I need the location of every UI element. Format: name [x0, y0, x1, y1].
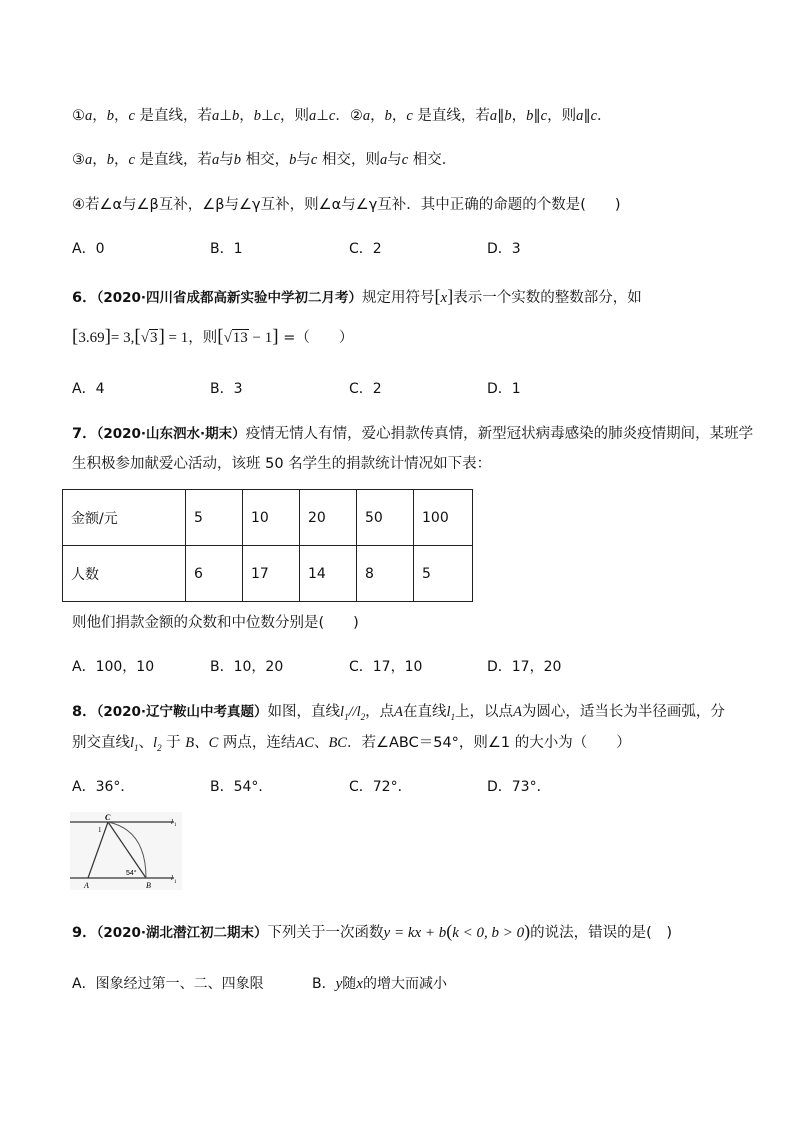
- expr: AC: [295, 735, 314, 751]
- q8-option-d[interactable]: D．73°．: [487, 779, 551, 795]
- function-expression: y = kx + b: [383, 925, 447, 941]
- bracket-x: [x]: [434, 286, 454, 306]
- question-source: （2020·湖北潜江初二期末）: [96, 925, 268, 941]
- circled-number-1: ①: [72, 108, 85, 124]
- var-x: x: [440, 290, 448, 306]
- table-cell: 5: [186, 490, 243, 546]
- question-number: 8．: [72, 704, 97, 720]
- q8-geometry-figure: [70, 812, 182, 890]
- statement-3-line: ③a，b，c 是直线，若a与b 相交，b与c 相交，则a与c 相交．: [72, 152, 457, 168]
- text: 相交，: [245, 152, 290, 168]
- radicand: 13: [232, 330, 248, 346]
- text: ，: [511, 108, 527, 124]
- donation-table: [62, 489, 473, 602]
- expr: $l_1$: [446, 704, 456, 722]
- text: ．若∠ABC＝54°，则∠1 的大小为（ ）: [346, 735, 631, 751]
- text: 疫情无情人有情，爱心捐款传真情，新型冠状病毒感染的肺炎疫情期间，某班学: [245, 426, 754, 442]
- q6-line-2: [72, 326, 353, 348]
- q7-option-d[interactable]: D．17，20: [487, 659, 562, 675]
- expr: b: [253, 108, 261, 124]
- q6-option-d[interactable]: D．1: [487, 381, 521, 397]
- label-l1-top: l: [171, 818, 173, 826]
- var-b: b: [106, 108, 114, 124]
- var-A: A: [513, 704, 522, 720]
- var-y: y: [335, 976, 343, 992]
- label-c: C: [105, 813, 111, 822]
- text: 于: [166, 735, 181, 751]
- q7-after-table: 则他们捐款金额的众数和中位数分别是( ): [72, 615, 359, 631]
- question-source: （2020·山东泗水·期末）: [96, 426, 246, 442]
- text: ，则: [188, 330, 218, 346]
- table-cell: 50: [357, 490, 414, 546]
- text: 如图，直线: [267, 704, 341, 720]
- expr: a: [309, 108, 317, 124]
- radicand: 3: [149, 330, 158, 346]
- q6-option-a[interactable]: A．4: [72, 381, 105, 397]
- text: 与: [387, 152, 402, 168]
- expr: $l_1//l_2$: [340, 704, 366, 722]
- q8-option-b[interactable]: B．54°．: [210, 779, 273, 795]
- value: − 1: [252, 330, 273, 346]
- text: 的增大而减小: [362, 976, 447, 992]
- expr: b: [504, 108, 512, 124]
- text: ，则: [280, 108, 310, 124]
- q7-option-a[interactable]: A．100，10: [72, 659, 155, 675]
- circled-number-2: ②: [349, 108, 363, 124]
- text: 规定用符号: [362, 290, 435, 306]
- text: 的说法，错误的是( ): [530, 925, 672, 941]
- expr: b: [384, 108, 392, 124]
- expr: $l_2$: [153, 735, 162, 753]
- q9-option-b[interactable]: [312, 973, 447, 993]
- text: 相交．: [412, 152, 457, 168]
- q5-option-a[interactable]: A．0: [72, 241, 105, 257]
- q6-line-1: [72, 286, 642, 307]
- table-cell: 8: [357, 546, 414, 602]
- text: 上，以点: [455, 704, 514, 720]
- question-number: 7．: [72, 426, 97, 442]
- q5-option-b[interactable]: B．1: [210, 241, 243, 257]
- text: ，点: [365, 704, 395, 720]
- text: 、: [138, 735, 154, 751]
- circled-number-3: ③: [72, 152, 85, 168]
- text: 是直线，若: [139, 152, 213, 168]
- text: 与: [296, 152, 311, 168]
- var-A: A: [394, 704, 404, 720]
- text: ．: [597, 108, 612, 124]
- value: = 1: [168, 330, 189, 346]
- text: 随: [342, 976, 357, 992]
- example-1: [3.69]= 3,[√3] = 1: [72, 326, 189, 347]
- table-cell: 金额/元: [63, 490, 186, 546]
- value: 3.69: [78, 330, 105, 346]
- q7-line-2: 生积极参加献爱心活动，该班 50 名学生的捐款统计情况如下表：: [72, 456, 492, 472]
- text: 别交直线: [72, 735, 130, 751]
- label-l-bottom: l: [171, 874, 173, 882]
- condition: (k < 0, b > 0): [446, 921, 531, 941]
- q6-option-b[interactable]: B．3: [210, 381, 243, 397]
- text: ，则: [547, 108, 577, 124]
- text: B．: [312, 976, 336, 992]
- q5-option-d[interactable]: D．3: [487, 241, 521, 257]
- text: 为圆心，适当长为半径画弧，分: [521, 704, 725, 720]
- q5-option-c[interactable]: C．2: [349, 241, 382, 257]
- expr: a: [212, 108, 220, 124]
- q8-line-2: 别交直线$l_1$、$l_2$ 于 B、C 两点，连结AC、BC．若∠ABC＝54°，则∠1 的大小为（ ）: [72, 735, 631, 753]
- text: 是直线，若: [139, 108, 213, 124]
- q8-option-a[interactable]: A．36°．: [72, 779, 135, 795]
- var-x: x: [356, 976, 363, 992]
- text: 两点，连结: [222, 735, 296, 751]
- question-source: （2020·辽宁鞍山中考真题）: [96, 704, 268, 720]
- text: 在直线: [403, 704, 447, 720]
- expr: b: [106, 152, 114, 168]
- question-source: （2020·四川省成都高新实验中学初二月考）: [96, 290, 363, 306]
- statement-1-2-line: ①a，b，c 是直线，若a⊥b，b⊥c，则a⊥c．②a，b，c 是直线，若a∥b，b∥c，则a∥c．: [72, 108, 612, 124]
- q6-option-c[interactable]: C．2: [349, 381, 382, 397]
- q9-option-a[interactable]: A．图象经过第一、二、四象限: [72, 976, 264, 992]
- label-54: 54°: [126, 870, 137, 877]
- table-cell: 6: [186, 546, 243, 602]
- expr: a: [576, 108, 584, 124]
- expr: c: [401, 152, 409, 168]
- q9-line-1: [72, 921, 672, 942]
- q7-line-1: [72, 422, 753, 443]
- label-angle-1: 1: [98, 826, 102, 834]
- expr: a: [212, 152, 220, 168]
- table-cell: 100: [414, 490, 473, 546]
- q8-line-1: [72, 700, 725, 722]
- expr: b: [231, 108, 240, 124]
- text: ，: [239, 108, 254, 124]
- expr: c: [590, 108, 598, 124]
- table-cell: 20: [300, 490, 357, 546]
- expr: c: [540, 108, 548, 124]
- q7-option-c[interactable]: C．17，10: [349, 659, 423, 675]
- table-cell: 14: [300, 546, 357, 602]
- expr: b: [526, 108, 534, 124]
- table-row: [63, 546, 473, 602]
- statement-4-line: ④若∠α与∠β互补，∠β与∠γ互补，则∠α与∠γ互补．其中正确的命题的个数是( ): [72, 197, 621, 213]
- q8-option-c[interactable]: C．72°．: [349, 779, 412, 795]
- expr: c: [406, 108, 413, 124]
- expr: a: [489, 108, 498, 124]
- table-cell: 5: [414, 546, 473, 602]
- q7-option-b[interactable]: B．10，20: [210, 659, 284, 675]
- table-cell: 17: [243, 546, 300, 602]
- expr: c: [310, 152, 318, 168]
- expr: B、C: [185, 735, 219, 751]
- text: 相交，则: [321, 152, 380, 168]
- expr: c: [328, 108, 336, 124]
- table-cell: 10: [243, 490, 300, 546]
- label-a: A: [84, 881, 89, 890]
- expr: a: [85, 152, 93, 168]
- expr: BC: [328, 735, 347, 751]
- question-number: 6．: [72, 290, 97, 306]
- question-number: 9．: [72, 925, 97, 941]
- text: 表示一个实数的整数部分，如: [453, 290, 642, 306]
- label-l-bottom-sub: 1: [174, 880, 177, 885]
- label-l1-top-sub: 1: [174, 823, 177, 828]
- text: 下列关于一次函数: [267, 925, 384, 941]
- condition-text: k < 0, b > 0: [452, 925, 525, 941]
- expr: b: [233, 152, 242, 168]
- expr: a: [379, 152, 388, 168]
- var-a: a: [85, 108, 93, 124]
- table-row: [63, 490, 473, 546]
- expr: c: [273, 108, 281, 124]
- expr: c: [128, 152, 135, 168]
- text: =（ ）: [283, 330, 354, 346]
- label-b: B: [146, 881, 151, 890]
- text: 是直线，若: [417, 108, 490, 124]
- var-c: c: [128, 108, 135, 124]
- table-cell: 人数: [63, 546, 186, 602]
- value: = 3,: [110, 330, 135, 346]
- ask-expression: [√13 − 1]: [217, 326, 279, 347]
- text: 与: [219, 152, 234, 168]
- text: ．: [335, 108, 350, 124]
- expr: a: [362, 108, 371, 124]
- expr: b: [289, 152, 297, 168]
- expr: $l_1$: [130, 735, 139, 753]
